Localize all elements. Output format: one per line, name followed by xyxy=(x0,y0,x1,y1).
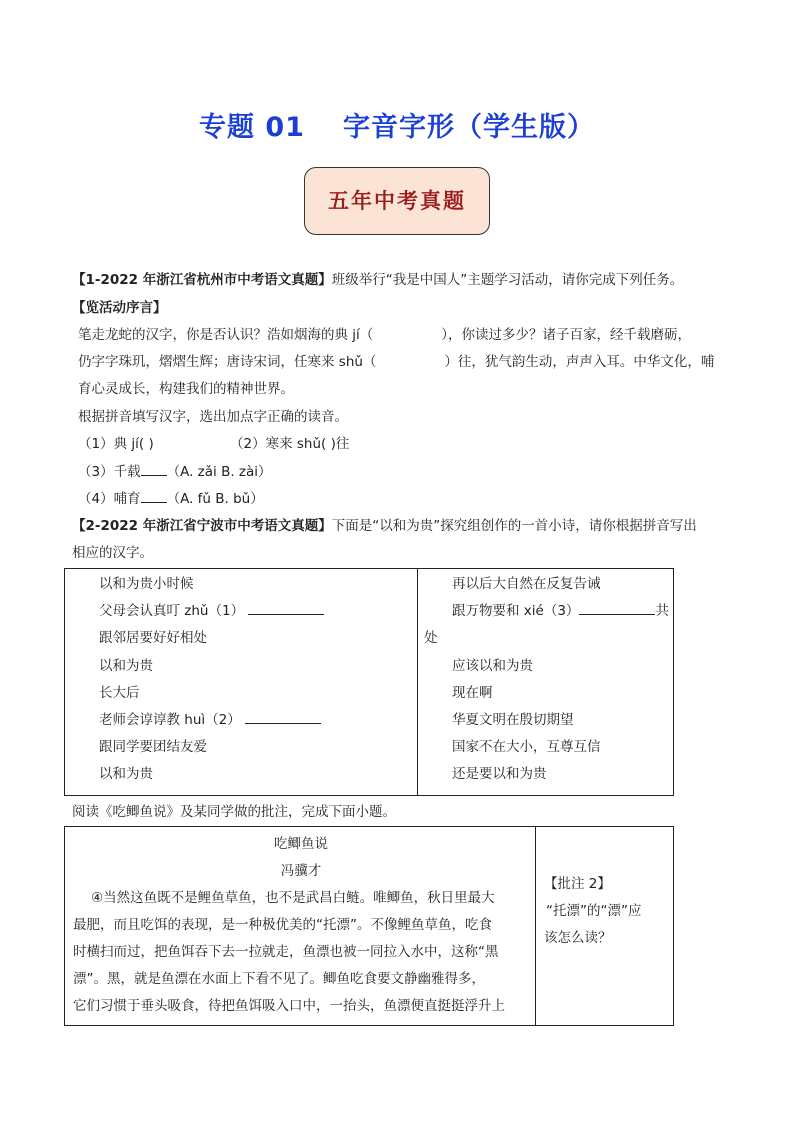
q1-item-3 xyxy=(78,460,272,480)
q1-p2a: 仍字字珠玑，熠熠生辉；唐诗宋词，任寒来 shǔ（ xyxy=(78,354,377,370)
poem-table xyxy=(64,568,674,796)
answer-blank xyxy=(579,602,655,615)
q1-item-1: （1）典 jí( ) xyxy=(78,436,154,452)
poem-line: 以和为贵小时候 xyxy=(99,576,194,592)
poem-left-column xyxy=(65,569,418,796)
answer-blank xyxy=(141,491,167,503)
answer-blank xyxy=(248,602,324,615)
q1-item4-label: （4）哺育 xyxy=(78,491,141,507)
poem-line: 现在啊 xyxy=(452,684,493,701)
q2-intro: 下面是“以和为贵”探究组创作的一首小诗，请你根据拼音写出 xyxy=(331,518,697,534)
poem-line: 跟万物要和 xié（3） 共 xyxy=(452,603,669,620)
poem-line: 再以后大自然在反复告诫 xyxy=(452,576,601,592)
answer-blank xyxy=(245,711,321,724)
essay-line: 它们习惯于垂头吸食，待把鱼饵吸入口中，一抬头，鱼漂便直挺挺浮升上 xyxy=(73,998,505,1014)
q1-p2b: ）往，犹气韵生动，声声入耳。中华文化，哺 xyxy=(444,354,715,370)
q1-task: 根据拼音填写汉字，选出加点字正确的读音。 xyxy=(78,409,348,425)
annotation-cell xyxy=(536,827,674,1026)
title-part2: 字音字形（学生版） xyxy=(342,112,595,143)
q2-intro-cont: 相应的汉字。 xyxy=(72,545,153,561)
section-banner: 五年中考真题 xyxy=(304,167,490,235)
poem-line: 还是要以和为贵 xyxy=(452,766,547,783)
annotation-text-cont: 该怎么读？ xyxy=(544,930,612,946)
q1-p1b: ），你读过多少？诸子百家，经千载磨砺， xyxy=(441,327,692,343)
essay-title: 吃鲫鱼说 xyxy=(274,836,328,852)
q1-item-2: （2）寒来 shǔ( )往 xyxy=(230,436,350,452)
q2-source: 【2-2022 年浙江省宁波市中考语文真题】 xyxy=(72,518,332,534)
poem-line: 跟邻居要好好相处 xyxy=(99,630,207,647)
poem-line: 老师会谆谆教 huì（2） xyxy=(99,707,417,734)
q1-paragraph-line2 xyxy=(78,350,714,370)
poem-line: 华夏文明在殷切期望 xyxy=(452,712,574,729)
essay-line: 最肥，而且吃饵的表现，是一种极优美的“托漂”。不像鲤鱼草鱼，吃食 xyxy=(73,917,492,933)
q1-intro: 班级举行“我是中国人”主题学习活动，请你完成下列任务。 xyxy=(331,272,684,288)
essay-line: ④当然这鱼既不是鲤鱼草鱼，也不是武昌白鲢。唯鲫鱼，秋日里最大 xyxy=(91,890,495,906)
q1-item3-options: （A. zǎi B. zài） xyxy=(166,464,272,480)
page-title xyxy=(0,105,794,144)
poem-line: 父母会认真叮 zhǔ（1） xyxy=(99,598,417,625)
essay-line: 时横扫而过，把鱼饵吞下去一拉就走，鱼漂也被一同拉入水中，这称“黑 xyxy=(73,944,499,960)
annotation-text: “托漂”的“漂”应 xyxy=(546,903,642,919)
poem-line: 国家不在大小，互尊互信 xyxy=(452,739,601,756)
reading-table xyxy=(64,826,674,1026)
poem-line: 以和为贵 xyxy=(99,766,153,783)
q1-item-4 xyxy=(78,487,264,507)
poem-line: 处 xyxy=(424,630,438,647)
q1-p1a: 笔走龙蛇的汉字，你是否认识？浩如烟海的典 jí（ xyxy=(78,327,374,343)
poem-right-column xyxy=(418,569,674,796)
q1-header xyxy=(72,268,683,288)
poem-line: 跟同学要团结友爱 xyxy=(99,739,207,756)
q3-intro: 阅读《吃鲫鱼说》及某同学做的批注，完成下面小题。 xyxy=(72,804,396,820)
title-part1: 专题 01 xyxy=(199,112,305,143)
annotation-title: 【批注 2】 xyxy=(544,876,611,892)
poem-line: 以和为贵 xyxy=(99,657,153,674)
q1-source: 【1-2022 年浙江省杭州市中考语文真题】 xyxy=(72,272,332,288)
q1-paragraph-line1 xyxy=(78,323,691,343)
essay-author: 冯骥才 xyxy=(280,863,322,879)
answer-blank xyxy=(141,464,167,476)
q1-item4-options: （A. fǔ B. bǔ） xyxy=(166,491,264,507)
q1-paragraph-line3: 育心灵成长，构建我们的精神世界。 xyxy=(78,381,294,397)
q2-header xyxy=(72,514,697,534)
q1-item3-label: （3）千载 xyxy=(78,464,141,480)
q1-section: 【览活动序言】 xyxy=(72,300,167,316)
essay-cell xyxy=(65,827,536,1026)
poem-line: 应该以和为贵 xyxy=(452,657,533,674)
essay-line: 漂”。黑，就是鱼漂在水面上下看不见了。鲫鱼吃食要文静幽雅得多， xyxy=(73,971,485,987)
poem-line: 长大后 xyxy=(99,684,140,701)
